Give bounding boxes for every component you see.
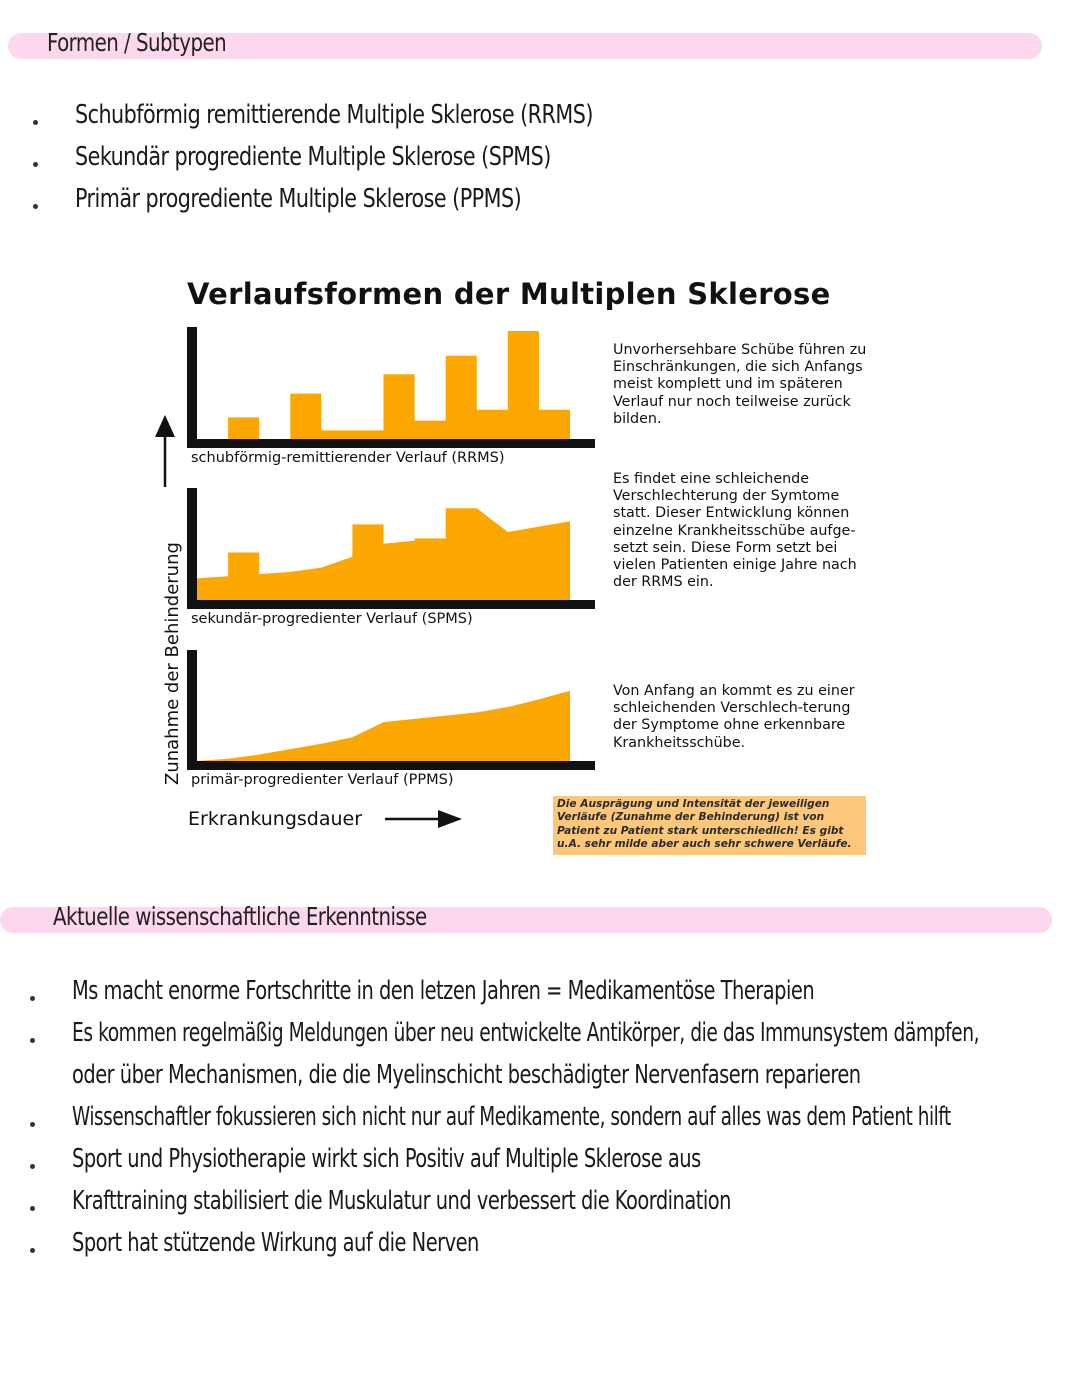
panel-label-ppms: primär-progredienter Verlauf (PPMS) xyxy=(191,772,454,788)
list-item xyxy=(0,1018,1080,1060)
bullet-dot xyxy=(30,1122,35,1127)
section-title-formen: Formen / Subtypen xyxy=(47,28,227,57)
panel-label-rrms: schubförmig-remittierender Verlauf (RRMS) xyxy=(191,450,505,466)
list-item-text: oder über Mechanismen, die die Myelinschicht beschädigter Nervenfasern reparieren xyxy=(72,1060,861,1090)
x-axis-line-ppms xyxy=(187,761,595,770)
bullet-dot xyxy=(33,120,38,125)
description-spms: Es findet eine schleichende Verschlechterung der Symtome statt. Dieser Entwicklung können einzelne Krankheitsschübe aufge-setzt sein. Diese Form setzt bei vielen Patienten einige Jahre nach der RRMS ein. xyxy=(613,471,857,591)
x-axis-label: Erkrankungsdauer xyxy=(188,808,363,830)
bullet-dot xyxy=(30,1206,35,1211)
area-series-ppms xyxy=(197,691,570,761)
section-title-erkenntnisse: Aktuelle wissenschaftliche Erkenntnisse xyxy=(53,902,427,931)
description-rrms: Unvorhersehbare Schübe führen zu Einschränkungen, die sich Anfangs meist komplett und im späteren Verlauf nur noch teilweise zurück bilden. xyxy=(613,342,867,427)
list-item-text: Sekundär progrediente Multiple Sklerose (SPMS) xyxy=(75,142,551,172)
subtype-list xyxy=(0,100,660,226)
ms-course-chart xyxy=(140,265,880,865)
list-item-text: Es kommen regelmäßig Meldungen über neu entwickelte Antikörper, die das Immunsystem dämpfen, xyxy=(72,1018,980,1048)
panel-label-spms: sekundär-progredienter Verlauf (SPMS) xyxy=(191,611,473,627)
list-item-text: Wissenschaftler fokussieren sich nicht nur auf Medikamente, sondern auf alles was dem Patient hilft xyxy=(72,1102,951,1132)
x-axis-line-spms xyxy=(187,600,595,609)
findings-list xyxy=(0,976,1080,1270)
area-series-spms xyxy=(197,508,570,600)
chart-title: Verlaufsformen der Multiplen Sklerose xyxy=(187,277,831,311)
bullet-dot xyxy=(30,1164,35,1169)
list-item xyxy=(0,1144,1080,1186)
x-arrow-head-icon xyxy=(438,810,462,828)
bullet-dot xyxy=(30,1038,35,1043)
y-arrow-head-icon xyxy=(155,415,175,437)
list-item xyxy=(0,976,1080,1018)
bullet-dot xyxy=(33,204,38,209)
x-axis-line-rrms xyxy=(187,439,595,448)
bullet-dot xyxy=(30,996,35,1001)
list-item xyxy=(0,1186,1080,1228)
list-item xyxy=(0,184,660,226)
list-item-text: Sport und Physiotherapie wirkt sich Positiv auf Multiple Sklerose aus xyxy=(72,1144,701,1174)
list-item-continuation xyxy=(0,1060,1080,1102)
list-item xyxy=(0,1102,1080,1144)
bullet-dot xyxy=(30,1248,35,1253)
list-item xyxy=(0,100,660,142)
area-series-rrms xyxy=(197,331,570,439)
y-axis-line-ppms xyxy=(187,650,197,768)
list-item xyxy=(0,142,660,184)
description-ppms: Von Anfang an kommt es zu einer schleichenden Verschlech-terung der Symptome ohne erkennbare Krankheitsschübe. xyxy=(613,683,855,751)
list-item-text: Sport hat stützende Wirkung auf die Nerven xyxy=(72,1228,479,1258)
list-item xyxy=(0,1228,1080,1270)
y-axis-line-spms xyxy=(187,488,197,607)
list-item-text: Primär progrediente Multiple Sklerose (PPMS) xyxy=(75,184,522,214)
note-box: Die Ausprägung und Intensität der jeweiligen Verläufe (Zunahme der Behinderung) ist von Patient zu Patient stark unterschiedlich! Es gibt u.A. sehr milde aber auch sehr schwere Verläufe. xyxy=(553,796,866,855)
list-item-text: Krafttraining stabilisiert die Muskulatur und verbessert die Koordination xyxy=(72,1186,731,1216)
list-item-text: Ms macht enorme Fortschritte in den letzen Jahren = Medikamentöse Therapien xyxy=(72,976,815,1006)
y-axis-label: Zunahme der Behinderung xyxy=(162,542,183,785)
bullet-dot xyxy=(33,162,38,167)
y-axis-line-rrms xyxy=(187,327,197,446)
list-item-text: Schubförmig remittierende Multiple Sklerose (RRMS) xyxy=(75,100,593,130)
